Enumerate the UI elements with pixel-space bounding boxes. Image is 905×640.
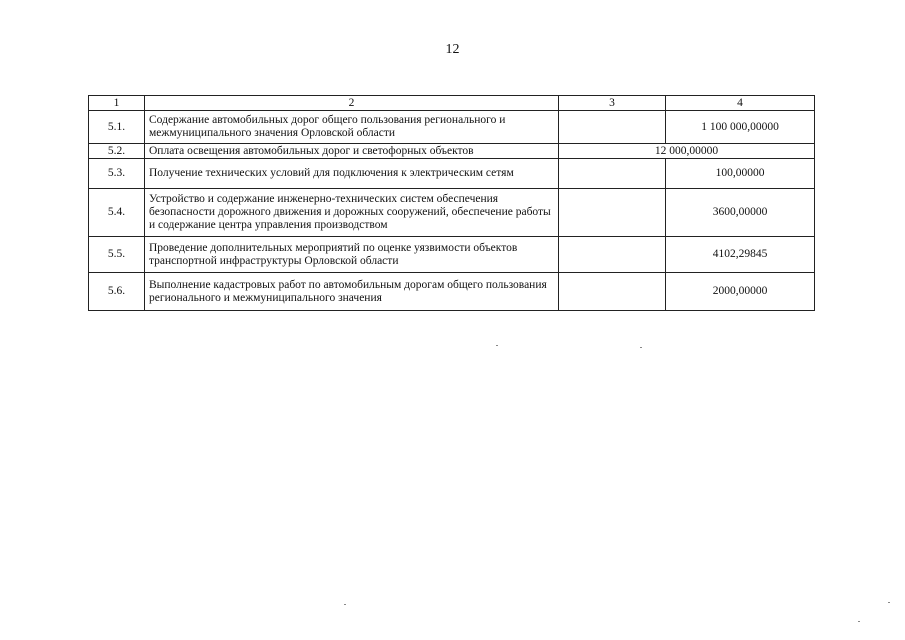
row-amount: 12 000,00000	[559, 144, 815, 159]
row-col3	[559, 237, 666, 273]
header-col-2: 2	[145, 96, 559, 111]
scan-speck	[640, 347, 642, 348]
page-number: 12	[445, 42, 460, 57]
row-number: 5.1.	[89, 111, 145, 144]
table-row	[89, 159, 815, 189]
row-description: Устройство и содержание инженерно-технических систем обеспечения безопасности дорожного движения и дорожных сооружений, обеспечение работы и содержание центра управления производством	[145, 189, 559, 237]
scan-speck	[496, 345, 498, 346]
table-row	[89, 111, 815, 144]
row-amount: 100,00000	[666, 159, 815, 189]
budget-table	[88, 95, 815, 311]
row-description: Выполнение кадастровых работ по автомобильным дорогам общего пользования регионального и межмуниципального значения	[145, 273, 559, 311]
row-number: 5.4.	[89, 189, 145, 237]
row-col3	[559, 273, 666, 311]
row-number: 5.5.	[89, 237, 145, 273]
row-number: 5.6.	[89, 273, 145, 311]
header-col-3: 3	[559, 96, 666, 111]
row-col3	[559, 189, 666, 237]
table-row	[89, 189, 815, 237]
row-description: Содержание автомобильных дорог общего пользования регионального и межмуниципального значения Орловской области	[145, 111, 559, 144]
table-header-row	[89, 96, 815, 111]
row-amount: 3600,00000	[666, 189, 815, 237]
table-row	[89, 237, 815, 273]
row-col3	[559, 111, 666, 144]
row-col3	[559, 159, 666, 189]
row-amount: 2000,00000	[666, 273, 815, 311]
table-row	[89, 144, 815, 159]
scan-speck	[344, 604, 346, 605]
row-amount: 4102,29845	[666, 237, 815, 273]
row-description: Получение технических условий для подключения к электрическим сетям	[145, 159, 559, 189]
row-amount: 1 100 000,00000	[666, 111, 815, 144]
table-row	[89, 273, 815, 311]
row-number: 5.2.	[89, 144, 145, 159]
header-col-4: 4	[666, 96, 815, 111]
header-col-1: 1	[89, 96, 145, 111]
scan-speck	[858, 621, 860, 622]
row-description: Проведение дополнительных мероприятий по оценке уязвимости объектов транспортной инфраструктуры Орловской области	[145, 237, 559, 273]
scan-speck	[888, 602, 890, 603]
row-number: 5.3.	[89, 159, 145, 189]
row-description: Оплата освещения автомобильных дорог и светофорных объектов	[145, 144, 559, 159]
